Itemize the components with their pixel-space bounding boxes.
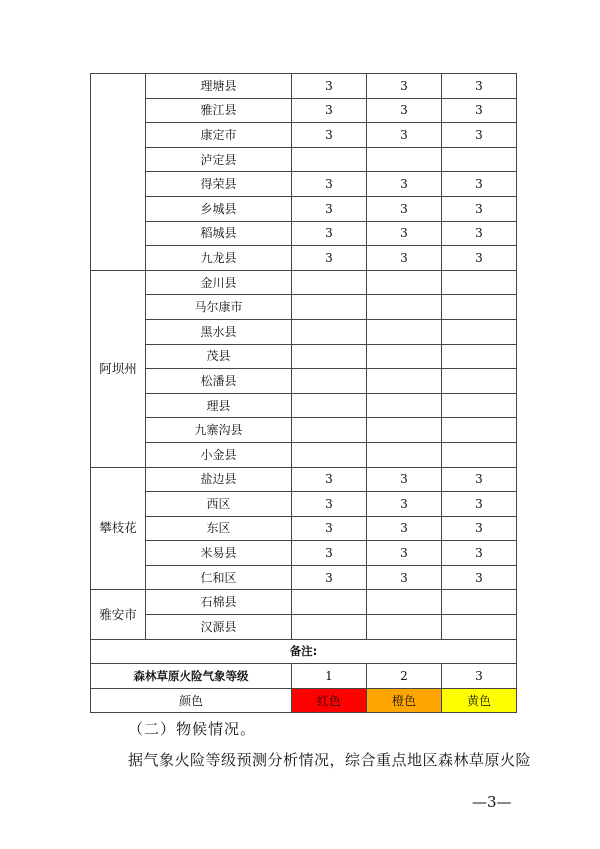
level-number-cell: 3: [442, 664, 517, 689]
level-value-cell: [442, 442, 517, 467]
fire-risk-table-body: [91, 74, 517, 713]
level-value-cell: [367, 369, 442, 394]
level-legend-label: 森林草原火险气象等级: [91, 664, 292, 689]
table-row: [91, 516, 517, 541]
table-row: [91, 541, 517, 566]
level-value-cell: [367, 344, 442, 369]
level-value-cell: [292, 615, 367, 640]
level-value-cell: [367, 393, 442, 418]
level-value-cell: 3: [442, 221, 517, 246]
table-row: [91, 221, 517, 246]
level-value-cell: [442, 369, 517, 394]
level-value-cell: [442, 590, 517, 615]
level-value-cell: 3: [292, 74, 367, 99]
level-value-cell: [442, 393, 517, 418]
level-value-cell: [442, 615, 517, 640]
table-row: [91, 123, 517, 148]
color-legend-row: [91, 688, 517, 713]
county-cell: 汉源县: [146, 615, 292, 640]
level-value-cell: 3: [292, 221, 367, 246]
county-cell: 马尔康市: [146, 295, 292, 320]
level-value-cell: [442, 319, 517, 344]
city-cell: [91, 74, 146, 271]
level-value-cell: [292, 344, 367, 369]
page-number: —3—: [472, 793, 512, 811]
level-value-cell: 3: [442, 565, 517, 590]
table-row: [91, 295, 517, 320]
body-paragraph: 据气象火险等级预测分析情况，综合重点地区森林草原火险: [128, 751, 532, 769]
table-row: [91, 172, 517, 197]
level-value-cell: [367, 270, 442, 295]
county-cell: 盐边县: [146, 467, 292, 492]
level-value-cell: [292, 270, 367, 295]
level-legend-row: [91, 664, 517, 689]
county-cell: 九寨沟县: [146, 418, 292, 443]
table-row: [91, 344, 517, 369]
level-value-cell: 3: [442, 246, 517, 271]
level-value-cell: 3: [367, 467, 442, 492]
table-row: [91, 418, 517, 443]
level-value-cell: [442, 295, 517, 320]
level-value-cell: [367, 615, 442, 640]
level-value-cell: [292, 393, 367, 418]
county-cell: 金川县: [146, 270, 292, 295]
county-cell: 黑水县: [146, 319, 292, 344]
level-value-cell: [292, 147, 367, 172]
level-value-cell: 3: [292, 246, 367, 271]
color-legend-label: 颜色: [91, 688, 292, 713]
level-value-cell: 3: [292, 516, 367, 541]
level-value-cell: 3: [367, 98, 442, 123]
county-cell: 松潘县: [146, 369, 292, 394]
level-value-cell: [292, 590, 367, 615]
level-value-cell: 3: [292, 123, 367, 148]
level-value-cell: 3: [442, 541, 517, 566]
table-row: [91, 246, 517, 271]
level-value-cell: [292, 295, 367, 320]
level-value-cell: 3: [367, 516, 442, 541]
level-value-cell: 3: [367, 74, 442, 99]
section-title: （二）物候情况。: [128, 720, 257, 738]
level-value-cell: 3: [442, 467, 517, 492]
table-row: [91, 615, 517, 640]
level-value-cell: [442, 270, 517, 295]
level-value-cell: 3: [442, 74, 517, 99]
level-value-cell: [292, 442, 367, 467]
county-cell: 东区: [146, 516, 292, 541]
level-value-cell: 3: [292, 196, 367, 221]
table-row: [91, 74, 517, 99]
level-value-cell: [367, 147, 442, 172]
table-row: [91, 319, 517, 344]
level-value-cell: 3: [292, 172, 367, 197]
county-cell: 小金县: [146, 442, 292, 467]
level-value-cell: [367, 442, 442, 467]
table-row: [91, 565, 517, 590]
county-cell: 康定市: [146, 123, 292, 148]
level-value-cell: 3: [367, 565, 442, 590]
county-cell: 石棉县: [146, 590, 292, 615]
level-value-cell: 3: [292, 492, 367, 517]
county-cell: 仁和区: [146, 565, 292, 590]
remark-label: 备注:: [91, 639, 517, 664]
level-value-cell: [367, 319, 442, 344]
county-cell: 理塘县: [146, 74, 292, 99]
level-value-cell: 3: [442, 196, 517, 221]
county-cell: 泸定县: [146, 147, 292, 172]
county-cell: 九龙县: [146, 246, 292, 271]
fire-risk-table: [90, 73, 517, 713]
level-value-cell: [292, 418, 367, 443]
level-value-cell: 3: [292, 541, 367, 566]
level-value-cell: 3: [367, 246, 442, 271]
level-value-cell: [292, 369, 367, 394]
county-cell: 米易县: [146, 541, 292, 566]
county-cell: 西区: [146, 492, 292, 517]
level-value-cell: 3: [367, 492, 442, 517]
level-value-cell: [367, 295, 442, 320]
level-value-cell: 3: [367, 221, 442, 246]
color-swatch-cell: 黄色: [442, 688, 517, 713]
level-value-cell: 3: [442, 516, 517, 541]
level-value-cell: 3: [292, 565, 367, 590]
level-value-cell: [442, 418, 517, 443]
level-value-cell: 3: [367, 196, 442, 221]
level-number-cell: 2: [367, 664, 442, 689]
level-value-cell: [367, 418, 442, 443]
level-value-cell: 3: [442, 492, 517, 517]
county-cell: 得荣县: [146, 172, 292, 197]
county-cell: 稻城县: [146, 221, 292, 246]
level-value-cell: [292, 319, 367, 344]
table-row: [91, 590, 517, 615]
city-cell: 雅安市: [91, 590, 146, 639]
level-value-cell: 3: [367, 123, 442, 148]
level-value-cell: 3: [442, 98, 517, 123]
level-value-cell: [442, 147, 517, 172]
table-row: [91, 270, 517, 295]
level-value-cell: 3: [367, 541, 442, 566]
level-value-cell: 3: [292, 467, 367, 492]
city-cell: 攀枝花: [91, 467, 146, 590]
level-value-cell: [367, 590, 442, 615]
city-cell: 阿坝州: [91, 270, 146, 467]
table-row: [91, 147, 517, 172]
level-value-cell: 3: [367, 172, 442, 197]
county-cell: 乡城县: [146, 196, 292, 221]
level-value-cell: 3: [442, 172, 517, 197]
table-row: [91, 467, 517, 492]
level-number-cell: 1: [292, 664, 367, 689]
level-value-cell: 3: [442, 123, 517, 148]
remark-row: [91, 639, 517, 664]
table-row: [91, 393, 517, 418]
color-swatch-cell: 红色: [292, 688, 367, 713]
table-row: [91, 196, 517, 221]
level-value-cell: [442, 344, 517, 369]
level-value-cell: 3: [292, 98, 367, 123]
table-row: [91, 442, 517, 467]
table-row: [91, 492, 517, 517]
color-swatch-cell: 橙色: [367, 688, 442, 713]
table-row: [91, 369, 517, 394]
county-cell: 茂县: [146, 344, 292, 369]
county-cell: 雅江县: [146, 98, 292, 123]
county-cell: 理县: [146, 393, 292, 418]
table-row: [91, 98, 517, 123]
